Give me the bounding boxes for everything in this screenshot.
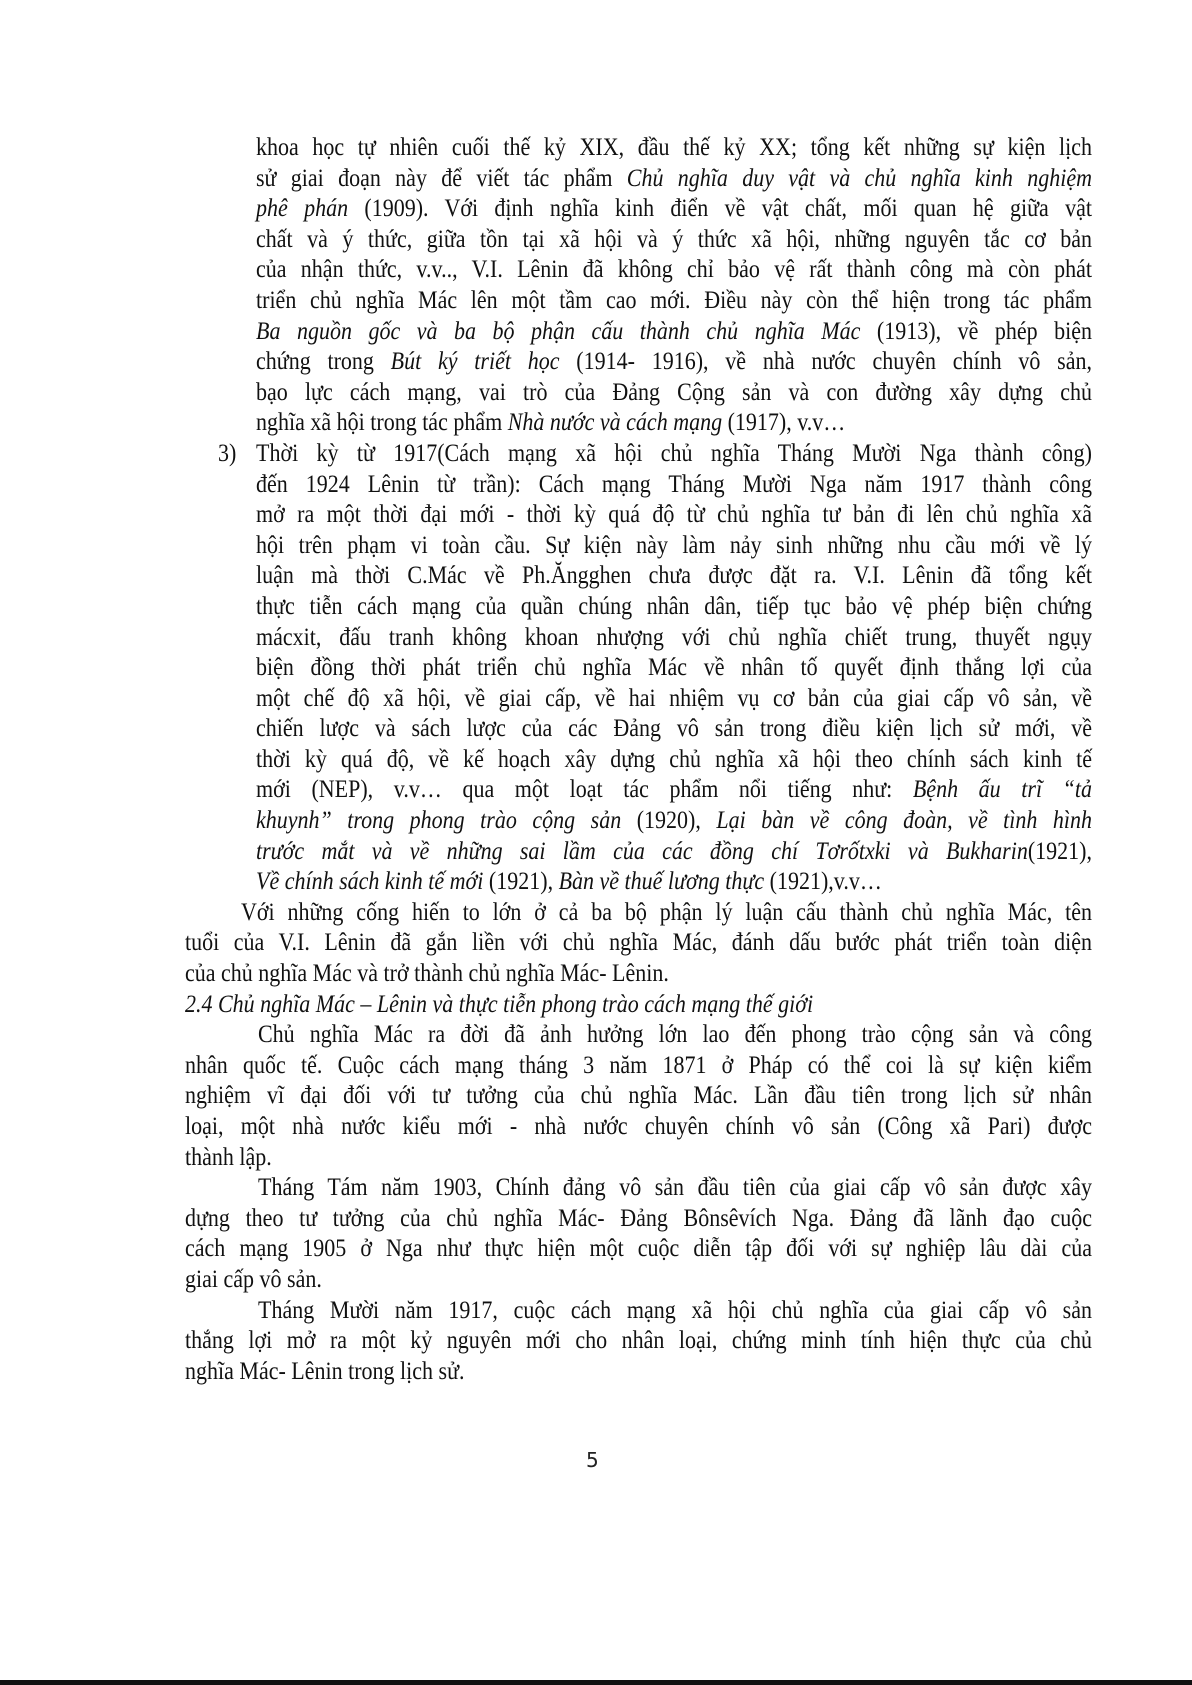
text-run: (1917), v.v…: [722, 409, 846, 437]
text-run: giai cấp vô sản.: [185, 1265, 322, 1293]
text-line: [185, 1081, 1092, 1112]
paragraph: [0, 1173, 1192, 1295]
text-run: nghĩa Mác- Lênin trong lịch sử.: [185, 1357, 465, 1385]
text-run: bạo lực cách mạng, vai trò của Đảng Cộng sản và con đường xây dựng chủ: [256, 378, 1092, 406]
italic-title-text: 2.4 Chủ nghĩa Mác – Lênin và thực tiễn phong trào cách mạng thế giới: [185, 990, 814, 1018]
text-run: triển chủ nghĩa Mác lên một tầm cao mới. Điều này còn thể hiện trong tác phẩm: [256, 286, 1092, 314]
paragraph: [0, 1296, 1192, 1388]
italic-title-text: Chủ nghĩa duy vật và chủ nghĩa kinh nghiệm: [626, 164, 1092, 192]
text-run: thắng lợi mở ra một kỷ nguyên mới cho nhân loại, chứng minh tính hiện thực của chủ: [185, 1327, 1092, 1355]
text-run: đến 1924 Lênin từ trần): Cách mạng Tháng Mười Nga năm 1917 thành công: [256, 470, 1092, 498]
text-line: [256, 439, 1092, 470]
text-line: [256, 684, 1092, 715]
text-line: [256, 561, 1092, 592]
text-run: khoa học tự nhiên cuối thế kỷ XIX, đầu thế kỷ XX; tổng kết những sự kiện lịch: [256, 134, 1092, 161]
text-line: [256, 255, 1092, 286]
italic-title-text: Bút ký triết học: [390, 348, 560, 376]
page-number: 5: [586, 1448, 599, 1472]
section-heading: [0, 990, 1192, 1021]
text-run: luận mà thời C.Mác về Ph.Ăngghen chưa được đặt ra. V.I. Lênin đã tổng kết: [256, 562, 1092, 590]
text-run: loại, một nhà nước kiểu mới - nhà nước chuyên chính vô sản (Công xã Pari) được: [185, 1113, 1092, 1140]
text-line: [185, 1357, 1092, 1388]
text-run: thực tiễn cách mạng của quần chúng nhân dân, tiếp tục bảo vệ phép biện chứng: [256, 592, 1092, 620]
italic-title-text: phê phán: [256, 195, 349, 223]
text-run: thành lập.: [185, 1143, 272, 1171]
text-run: cách mạng 1905 ở Nga như thực hiện một cuộc diễn tập đối với sự nghiệp lâu dài của: [185, 1235, 1092, 1263]
text-line: [258, 1296, 1092, 1327]
paragraph: [0, 1020, 1192, 1173]
text-run: dựng theo tư tưởng của chủ nghĩa Mác- Đảng Bônsêvích Nga. Đảng đã lãnh đạo cuộc: [185, 1204, 1092, 1232]
text-line: [185, 990, 1092, 1021]
text-run: (1909). Với định nghĩa kinh điển về vật chất, mối quan hệ giữa vật: [348, 195, 1092, 223]
text-line: [258, 1020, 1092, 1051]
text-line: [256, 378, 1092, 409]
text-line: [256, 531, 1092, 562]
text-line: [256, 347, 1092, 378]
text-line: [256, 806, 1092, 837]
text-run: (1921),v.v…: [764, 868, 882, 896]
text-line: [185, 1112, 1092, 1143]
text-line: [256, 623, 1092, 654]
text-run: hội trên phạm vi toàn cầu. Sự kiện này làm nảy sinh những nhu cầu mới về lý: [256, 531, 1092, 559]
text-run: Tháng Tám năm 1903, Chính đảng vô sản đầu tiên của giai cấp vô sản được xây: [258, 1174, 1092, 1202]
text-line: [241, 898, 1092, 929]
text-run: mới (NEP), v.v… qua một loạt tác phẩm nổi tiếng như:: [256, 776, 913, 804]
text-line: [256, 745, 1092, 776]
list-marker: 3): [218, 439, 237, 467]
italic-title-text: Lại bàn về công đoàn, về tình hình: [716, 807, 1093, 835]
text-line: [185, 928, 1092, 959]
text-run: Thời kỳ từ 1917(Cách mạng xã hội chủ nghĩa Tháng Mười Nga thành công): [256, 439, 1092, 467]
text-run: một chế độ xã hội, về giai cấp, về hai nhiệm vụ cơ bản của giai cấp vô sản, về: [256, 684, 1092, 712]
text-line: [256, 867, 1092, 898]
text-run: Chủ nghĩa Mác ra đời đã ảnh hưởng lớn lao đến phong trào cộng sản và công: [258, 1021, 1092, 1049]
text-run: chứng trong: [256, 348, 391, 376]
page-body-text: [0, 133, 1192, 1387]
text-run: thời kỳ quá độ, về kế hoạch xây dựng chủ nghĩa xã hội theo chính sách kinh tế: [256, 745, 1092, 773]
text-run: sử giai đoạn này để viết tác phẩm: [256, 164, 627, 192]
italic-title-text: Bàn về thuế lương thực: [558, 868, 765, 896]
list-item: [0, 439, 1192, 898]
text-line: [256, 225, 1092, 256]
text-line: [185, 959, 1092, 990]
italic-title-text: Bệnh ấu trĩ “tả: [912, 776, 1092, 804]
text-run: nhân quốc tế. Cuộc cách mạng tháng 3 năm 1871 ở Pháp có thể coi là sự kiện kiểm: [185, 1051, 1092, 1079]
text-line: [256, 408, 1092, 439]
text-line: [185, 1234, 1092, 1265]
text-run: chiến lược và sách lược của các Đảng vô sản trong điều kiện lịch sử mới, về: [256, 715, 1092, 743]
italic-title-text: Nhà nước và cách mạng: [507, 409, 723, 437]
text-line: [256, 317, 1092, 348]
text-line: [185, 1143, 1092, 1174]
italic-title-text: Ba nguồn gốc và ba bộ phận cấu thành chủ nghĩa Mác: [256, 317, 861, 345]
text-line: [256, 164, 1092, 195]
text-line: [256, 653, 1092, 684]
text-line: [185, 1265, 1092, 1296]
text-run: (1920),: [621, 807, 717, 835]
text-line: [256, 592, 1092, 623]
text-run: nghiệm vĩ đại đối với tư tưởng của chủ nghĩa Mác. Lần đầu tiên trong lịch sử nhân: [185, 1082, 1092, 1110]
text-line: [185, 1326, 1092, 1357]
text-run: (1921),: [1027, 837, 1092, 865]
italic-title-text: Về chính sách kinh tế mới: [256, 868, 484, 896]
text-line: [256, 837, 1092, 868]
text-run: Tháng Mười năm 1917, cuộc cách mạng xã hội chủ nghĩa của giai cấp vô sản: [258, 1296, 1092, 1324]
text-line: [256, 470, 1092, 501]
text-run: (1921),: [483, 868, 559, 896]
text-run: Với những cống hiến to lớn ở cả ba bộ phận lý luận cấu thành chủ nghĩa Mác, tên: [241, 898, 1092, 926]
text-line: [258, 1173, 1092, 1204]
text-run: của chủ nghĩa Mác và trở thành chủ nghĩa Mác- Lênin.: [185, 960, 669, 988]
text-run: (1913), về phép biện: [860, 317, 1093, 345]
paragraph: [0, 133, 1192, 439]
text-line: [256, 133, 1092, 164]
text-line: [256, 286, 1092, 317]
text-run: nghĩa xã hội trong tác phẩm: [256, 409, 508, 437]
text-run: tuổi của V.I. Lênin đã gắn liền với chủ nghĩa Mác, đánh dấu bước phát triển toàn diện: [185, 929, 1092, 957]
text-run: của nhận thức, v.v.., V.I. Lênin đã không chỉ bảo vệ rất thành công mà còn phát: [256, 256, 1092, 284]
text-line: [256, 500, 1092, 531]
text-run: (1914- 1916), về nhà nước chuyên chính vô sản,: [559, 348, 1093, 376]
text-run: mở ra một thời đại mới - thời kỳ quá độ từ chủ nghĩa tư bản đi lên chủ nghĩa xã: [256, 501, 1092, 529]
italic-title-text: trước mắt và về những sai lầm của các đồng chí Tơrốtxki và Bukharin: [256, 837, 1028, 865]
text-line: [256, 194, 1092, 225]
text-line: [256, 775, 1092, 806]
text-run: mácxit, đấu tranh không khoan nhượng với chủ nghĩa chiết trung, thuyết ngụy: [256, 623, 1092, 651]
text-line: [256, 714, 1092, 745]
text-line: [185, 1051, 1092, 1082]
text-run: biện đồng thời phát triển chủ nghĩa Mác về nhân tố quyết định thắng lợi của: [256, 654, 1092, 682]
text-run: chất và ý thức, giữa tồn tại xã hội và ý thức xã hội, những nguyên tắc cơ bản: [256, 225, 1092, 253]
paragraph: [0, 898, 1192, 990]
bottom-border: [0, 1680, 1192, 1685]
text-line: [185, 1204, 1092, 1235]
italic-title-text: khuynh” trong phong trào cộng sản: [256, 807, 622, 835]
